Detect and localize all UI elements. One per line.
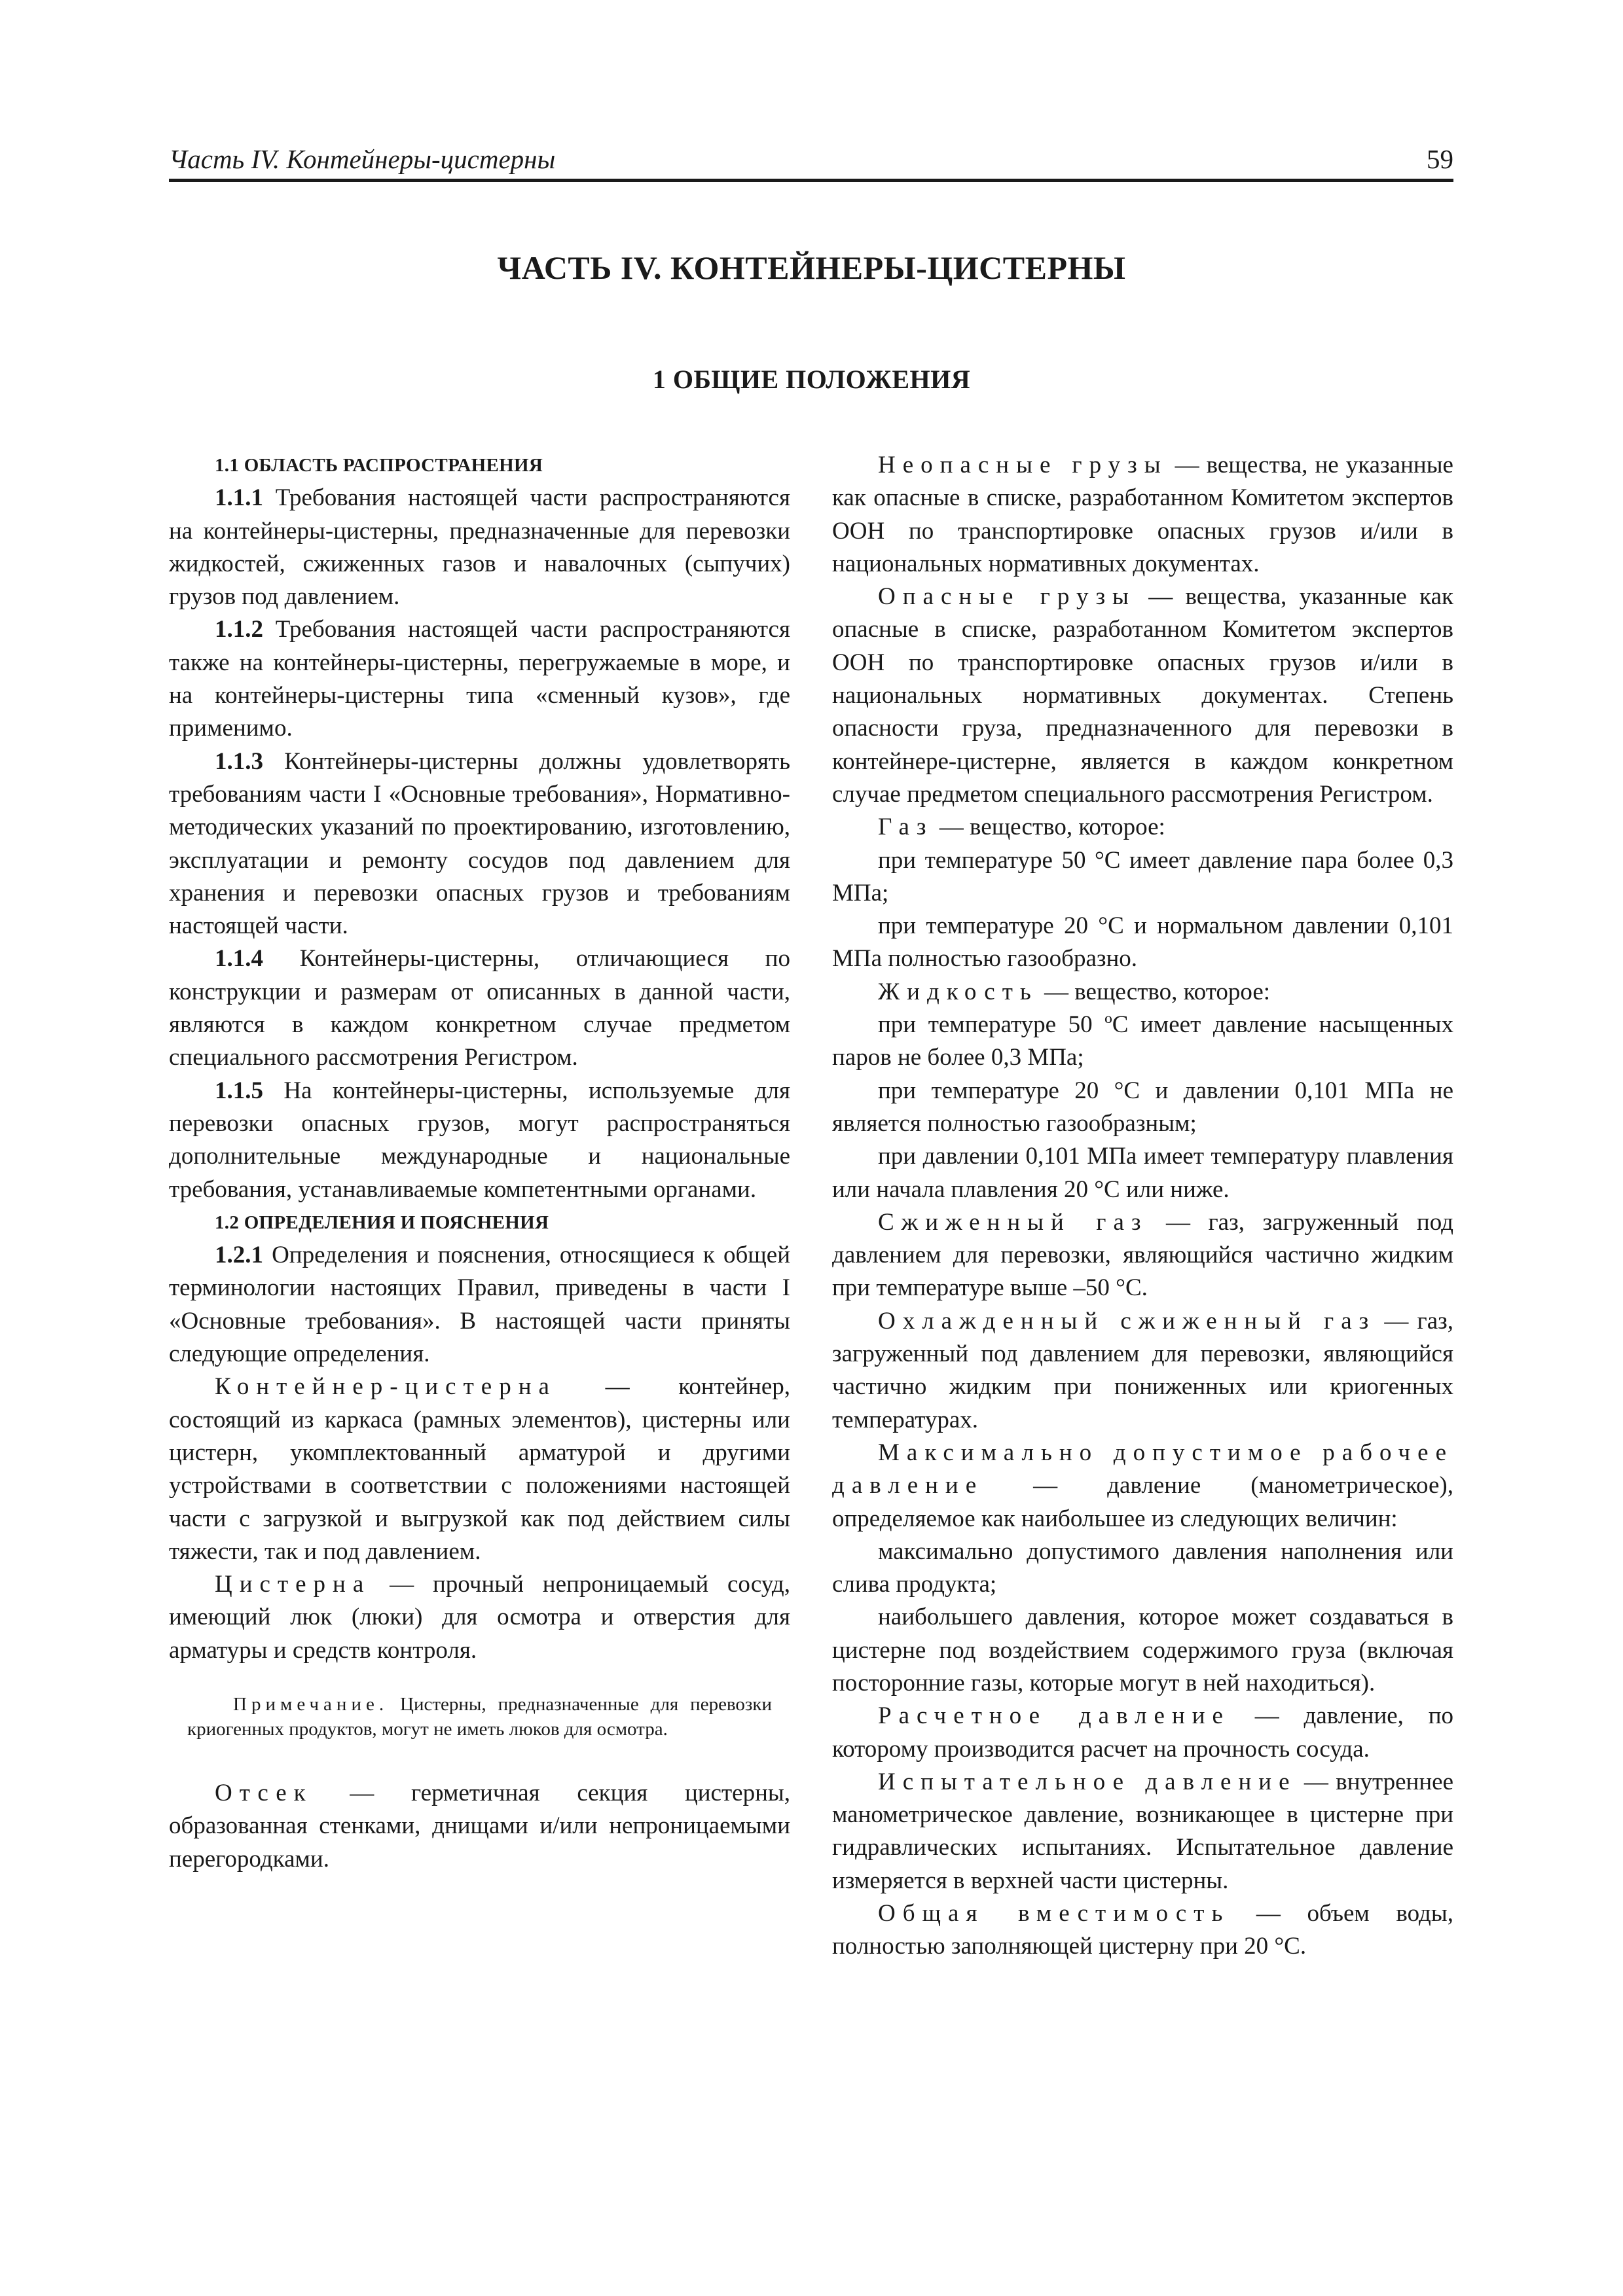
paragraph-1-1-4	[169, 942, 790, 1074]
subsection-title-1-1: 1.1 ОБЛАСТЬ РАСПРОСТРАНЕНИЯ	[215, 455, 543, 476]
definition-term: Сжиженный газ	[878, 1208, 1148, 1236]
definition-term: Общая вместимость	[878, 1900, 1230, 1928]
definition-text: — внутреннее манометрическое давление, возникающее в цистерне при гидравлических испытаниях. Испытательное давление измеряется в верхней части цистерны.	[832, 1768, 1453, 1894]
definition-text: — вещества, указанные как опасные в списке, разработанном Комитетом экспертов ООН по транспортировке опасных грузов и/или в национальных нормативных документах. Степень опасности груза, предназначенного для перевозки в контейнере-цистерне, является в каждом конкретном случае предметом специального рассмотрения Регистром.	[832, 583, 1453, 808]
definition-text: — газ, загруженный под давлением для перевозки, являющийся частично жидким при температуре выше –50 °С.	[832, 1208, 1453, 1302]
liquid-criterion-3: при давлении 0,101 МПа имеет температуру плавления или начала плавления 20 °С или ниже.	[832, 1143, 1453, 1203]
definition-hazardous-cargo	[832, 581, 1453, 811]
definition-term: Неопасные грузы	[878, 452, 1168, 478]
clause-number: 1.1.1	[215, 484, 263, 512]
section-title: 1 ОБЩИЕ ПОЛОЖЕНИЯ	[652, 365, 971, 394]
definition-term: Цистерна	[215, 1571, 371, 1598]
paragraph-1-1-3	[169, 745, 790, 943]
definition-liquefied-gas	[832, 1206, 1453, 1305]
definition-compartment	[169, 1777, 790, 1876]
definition-container-tank	[169, 1371, 790, 1568]
note	[187, 1692, 772, 1742]
running-header	[169, 139, 1453, 182]
definition-text: — давление, по которому производится расчет на прочность сосуда.	[832, 1702, 1453, 1763]
definition-term: Испытательное давление	[878, 1768, 1297, 1795]
clause-text: Определения и пояснения, относящиеся к общей терминологии настоящих Правил, приведены в части I «Основные требования». В настоящей части приняты следующие определения.	[169, 1242, 790, 1368]
clause-text: Требования настоящей части распространяются на контейнеры-цистерны, предназначенные для перевозки жидкостей, сжиженных газов и навалочных (сыпучих) грузов под давлением.	[169, 484, 790, 611]
definition-gas	[832, 811, 1453, 844]
definition-term: Отсек	[215, 1779, 313, 1806]
definition-design-pressure	[832, 1700, 1453, 1766]
clause-number: 1.1.2	[215, 616, 263, 643]
definition-text: — вещество, которое:	[1038, 978, 1271, 1005]
definition-term: Охлажденный сжиженный газ	[878, 1307, 1376, 1335]
clause-number: 1.1.5	[215, 1077, 263, 1104]
definition-text: — объем воды, полностью заполняющей цистерну при 20 °С.	[832, 1900, 1453, 1960]
part-title: ЧАСТЬ IV. КОНТЕЙНЕРЫ-ЦИСТЕРНЫ	[497, 249, 1126, 286]
definition-term: Контейнер-цистерна	[215, 1373, 556, 1401]
liquid-criterion-2: при температуре 20 °С и давлении 0,101 МПа не является полностью газообразным;	[832, 1077, 1453, 1137]
definition-term: Опасные грузы	[878, 583, 1136, 611]
definition-text: — газ, загруженный под давлением для перевозки, являющийся частично жидким при пониженных или криогенных температурах.	[832, 1307, 1453, 1433]
right-column	[832, 449, 1453, 1964]
definition-text: — контейнер, состоящий из каркаса (рамных элементов), цистерны или цистерн, укомплектованный арматурой и другими устройствами в соответствии с положениями настоящей части с загрузкой и выгрузкой как под действием силы тяжести, так и под давлением.	[169, 1373, 790, 1565]
paragraph-1-1-5	[169, 1075, 790, 1206]
clause-text: Требования настоящей части распространяются также на контейнеры-цистерны, перегружаемые в море, и на контейнеры-цистерны типа «сменный кузов», где применимо.	[169, 616, 790, 742]
definition-refrigerated-liquefied-gas	[832, 1305, 1453, 1437]
liquid-criterion-1: при температуре 50 ºС имеет давление насыщенных паров не более 0,3 МПа;	[832, 1011, 1453, 1071]
definition-text: — давление (манометрическое), определяемое как наибольшее из следующих величин:	[832, 1472, 1453, 1532]
note-label: Примечание.	[233, 1693, 389, 1715]
definition-term: Жидкость	[878, 978, 1038, 1005]
mawp-criterion-2: наибольшего давления, которое может создаваться в цистерне под воздействием содержимого груза (включая посторонние газы, которые могут в ней находиться).	[832, 1604, 1453, 1696]
running-title: Часть IV. Контейнеры-цистерны	[169, 144, 556, 174]
clause-text: Контейнеры-цистерны должны удовлетворять требованиям части I «Основные требования», Нормативно-методических указаний по проектированию, изготовлению, эксплуатации и ремонту сосудов под давлением для хранения и перевозки опасных грузов и требованиям настоящей части.	[169, 747, 790, 940]
clause-text: На контейнеры-цистерны, используемые для перевозки опасных грузов, могут распространяться дополнительные международные и национальные требования, устанавливаемые компетентными органами.	[169, 1077, 790, 1203]
definition-text: — вещество, которое:	[933, 814, 1165, 841]
definition-total-capacity	[832, 1897, 1453, 1964]
definition-test-pressure	[832, 1766, 1453, 1897]
note-text: Цистерны, предназначенные для перевозки криогенных продуктов, могут не иметь люков для осмотра.	[187, 1693, 772, 1740]
clause-number: 1.1.3	[215, 747, 263, 775]
paragraph-1-1-2	[169, 613, 790, 745]
paragraph-1-1-1	[169, 482, 790, 613]
definition-tank	[169, 1568, 790, 1667]
definition-text: — герметичная секция цистерны, образованная стенками, днищами и/или непроницаемыми перегородками.	[169, 1779, 790, 1873]
left-column	[169, 449, 790, 1876]
paragraph-1-2-1	[169, 1239, 790, 1371]
definition-term: Максимально допустимое рабочее давление	[832, 1439, 1453, 1499]
gas-criterion-2: при температуре 20 °С и нормальном давлении 0,101 МПа полностью газообразно.	[832, 912, 1453, 973]
definition-liquid	[832, 976, 1453, 1009]
definition-text: — вещества, не указанные как опасные в списке, разработанном Комитетом экспертов ООН по транспортировке опасных грузов и/или в национальных нормативных документах.	[832, 452, 1453, 577]
definition-max-allowable-working-pressure	[832, 1437, 1453, 1535]
definition-non-hazardous-cargo	[832, 449, 1453, 581]
mawp-criterion-1: максимально допустимого давления наполнения или слива продукта;	[832, 1537, 1453, 1598]
clause-number: 1.2.1	[215, 1242, 263, 1269]
definition-term: Расчетное давление	[878, 1702, 1230, 1730]
definition-term: Газ	[878, 814, 934, 841]
definition-text: — прочный непроницаемый сосуд, имеющий люк (люки) для осмотра и отверстия для арматуры и средств контроля.	[169, 1571, 790, 1664]
clause-text: Контейнеры-цистерны, отличающиеся по конструкции и размерам от описанных в данной части, являются в каждом конкретном случае предметом специального рассмотрения Регистром.	[169, 945, 790, 1071]
clause-number: 1.1.4	[215, 945, 263, 973]
page-number: 59	[1427, 144, 1453, 174]
subsection-title-1-2: 1.2 ОПРЕДЕЛЕНИЯ И ПОЯСНЕНИЯ	[215, 1211, 549, 1233]
gas-criterion-1: при температуре 50 °С имеет давление пара более 0,3 МПа;	[832, 846, 1453, 906]
